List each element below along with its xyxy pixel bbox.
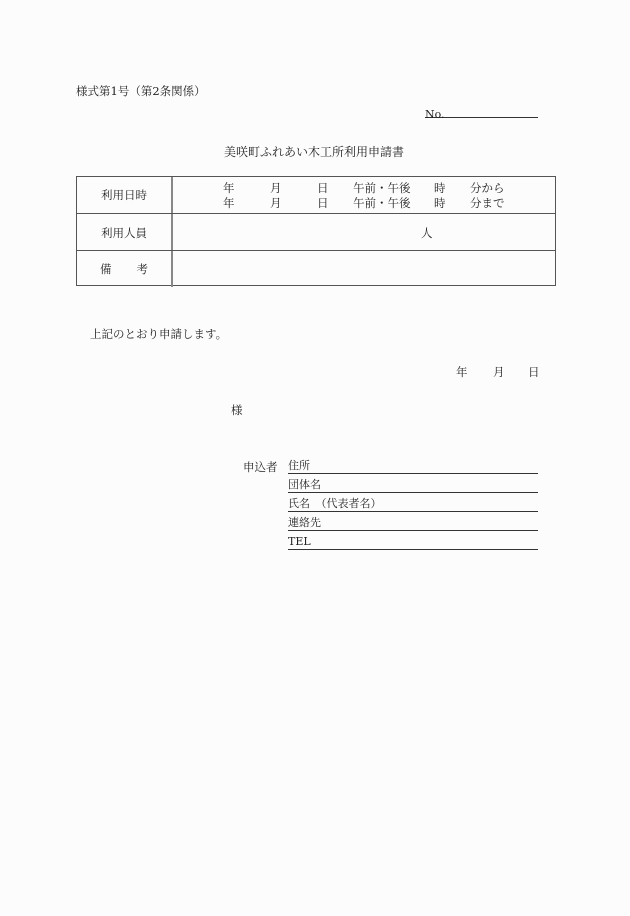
contact-field[interactable] <box>288 516 538 531</box>
remarks-row <box>77 250 555 287</box>
persons-unit-label: 人 <box>421 226 433 240</box>
end-hour-label: 時 <box>434 196 446 210</box>
start-month-label: 月 <box>270 181 282 195</box>
application-year-label: 年 <box>456 365 468 379</box>
organization-name-label: 団体名 <box>288 478 321 491</box>
end-minute-label: 分まで <box>470 196 505 210</box>
number-of-users-label: 利用人員 <box>101 225 147 240</box>
contact-label: 連絡先 <box>288 516 321 529</box>
end-ampm-label: 午前・午後 <box>353 196 411 210</box>
usage-datetime-row <box>77 177 555 213</box>
application-table <box>76 176 556 286</box>
tel-label: TEL <box>288 535 311 548</box>
address-label: 住所 <box>288 459 310 472</box>
start-ampm-label: 午前・午後 <box>353 181 411 195</box>
applicant-label: 申込者 <box>243 460 278 474</box>
application-day-label: 日 <box>528 365 540 379</box>
representative-name-field[interactable] <box>288 497 538 512</box>
start-hour-label: 時 <box>434 181 446 195</box>
tel-field[interactable] <box>288 535 538 550</box>
document-number-label: No. <box>425 108 445 121</box>
number-of-users-row <box>77 213 555 251</box>
end-month-label: 月 <box>270 196 282 210</box>
end-day-label: 日 <box>317 196 329 210</box>
number-of-users-field[interactable] <box>173 214 555 251</box>
start-year-label: 年 <box>223 181 235 195</box>
usage-datetime-label: 利用日時 <box>101 188 147 202</box>
organization-name-field[interactable] <box>288 478 538 493</box>
remarks-label <box>77 251 171 287</box>
remarks-label-part-2: 考 <box>136 262 148 276</box>
representative-name-label: 氏名 （代表者名） <box>288 497 382 510</box>
page-title: 美咲町ふれあい木工所利用申請書 <box>224 145 405 159</box>
start-minute-label: 分から <box>470 181 505 195</box>
application-month-label: 月 <box>493 365 505 379</box>
addressee-suffix: 様 <box>231 403 243 417</box>
form-number: 様式第1号（第2条関係） <box>76 84 206 98</box>
address-field[interactable] <box>288 459 538 474</box>
start-day-label: 日 <box>317 181 329 195</box>
remarks-field[interactable] <box>173 251 555 287</box>
document-number-field[interactable] <box>425 103 538 121</box>
application-statement: 上記のとおり申請します。 <box>90 327 228 341</box>
remarks-label-part-1: 備 <box>100 262 112 276</box>
column-divider <box>171 177 173 213</box>
end-year-label: 年 <box>223 196 235 210</box>
